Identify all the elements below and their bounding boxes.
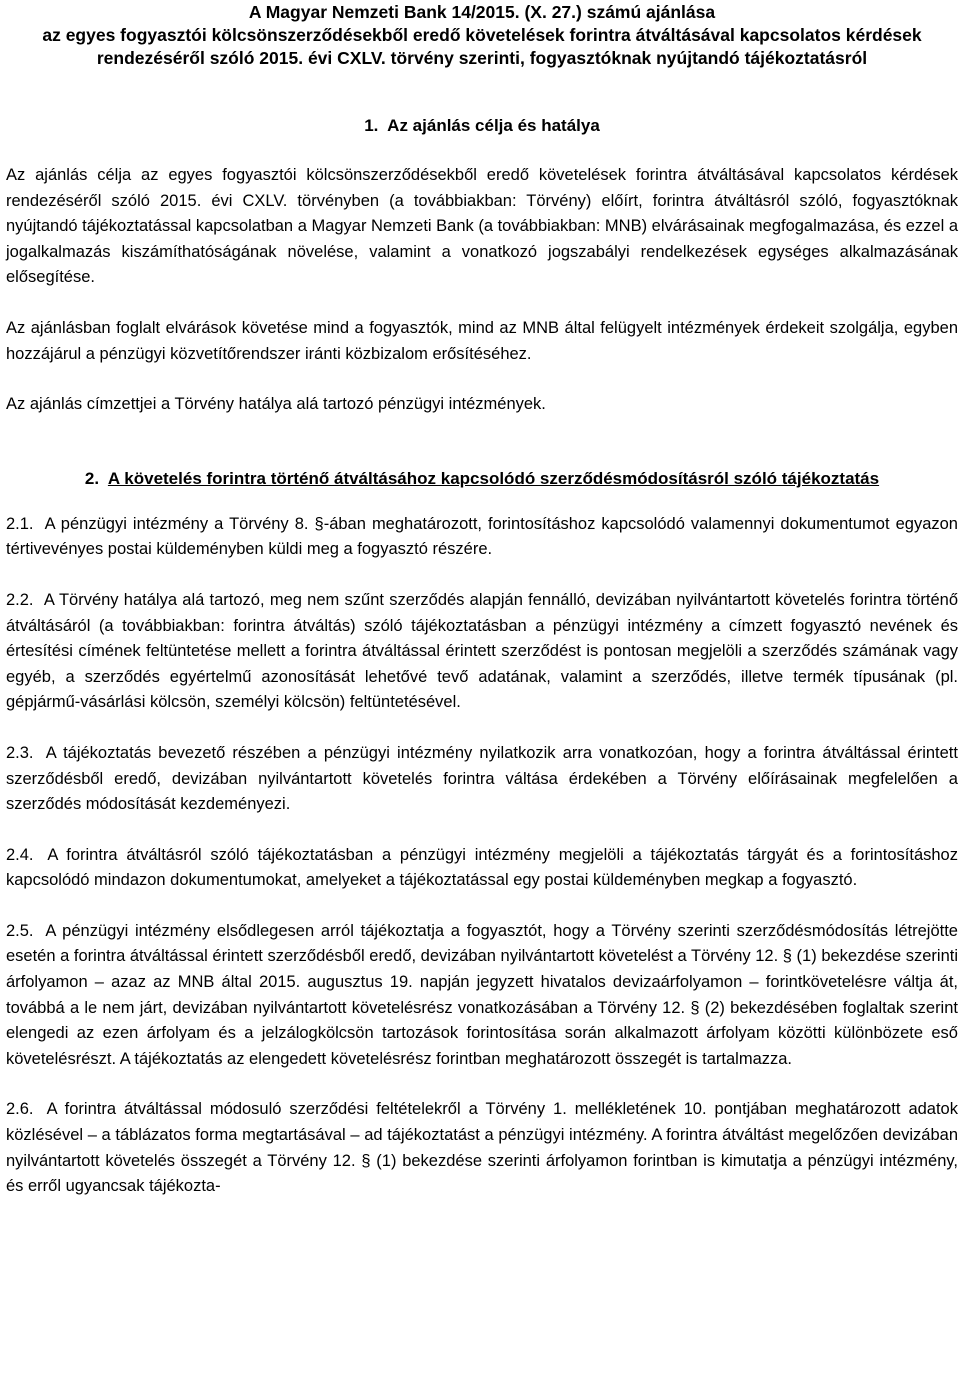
item-number: 2.4. [6, 845, 34, 864]
document-page [6, 0, 958, 1200]
section-1-paragraph-3: Az ajánlás címzettjei a Törvény hatálya alá tartozó pénzügyi intézmények. [6, 395, 546, 414]
item-text: A forintra átváltásról szóló tájékoztatásban a pénzügyi intézmény megjelöli a tájékoztatás tárgyát és a forintosításhoz kapcsolódó mindazon dokumentumokat, amelyeket a tájékoztatással egy postai küldeményben megkap a fogyasztó. [6, 845, 958, 890]
item-number: 2.2. [6, 590, 34, 609]
item-2-2 [6, 588, 958, 716]
title-line-1: A Magyar Nemzeti Bank 14/2015. (X. 27.) számú ajánlása [248, 2, 716, 22]
item-text: A tájékoztatás bevezető részében a pénzügyi intézmény nyilatkozik arra vonatkozóan, hogy a forintra átváltással érintett szerződésből eredő, devizában nyilvántartott követelés forintra váltása érdekében a Törvény előírásainak megfelelően a szerződés módosítását kezdeményezi. [6, 743, 958, 814]
section-2-heading [6, 467, 958, 490]
item-2-6 [6, 1097, 958, 1199]
document-title [6, 0, 958, 70]
item-2-5 [6, 919, 958, 1073]
section-2-number: 2. [84, 468, 100, 488]
section-1-paragraph-1: Az ajánlás célja az egyes fogyasztói kölcsönszerződésekből eredő követelések forintra átváltásával kapcsolatos kérdések rendezéséről szóló 2015. évi CXLV. törvényben (a továbbiakban: Törvény) előírt, forintra átváltásról szóló, fogyasztóknak nyújtandó tájékoztatással kapcsolatban a Magyar Nemzeti Bank (a továbbiakban: MNB) elvárásainak megfogalmazása, és ezzel a jogalkalmazás kiszámíthatóságának növelése, valamint a vonatkozó jogszabályi rendelkezések egységes alkalmazásának elősegítése. [6, 166, 959, 287]
item-number: 2.5. [6, 921, 34, 940]
item-text: A pénzügyi intézmény a Törvény 8. §-ában meghatározott, forintosításhoz kapcsolódó valamennyi dokumentumot egyazon tértivevényes postai küldeményben küldi meg a fogyasztó részére. [6, 514, 958, 559]
section-1-paragraph-2: Az ajánlásban foglalt elvárások követése mind a fogyasztók, mind az MNB által felügyelt intézmények érdekeit szolgálja, egyben hozzájárul a pénzügyi közvetítőrendszer iránti közbizalom erősítéséhez. [6, 318, 958, 363]
item-text: A pénzügyi intézmény elsődlegesen arról tájékoztatja a fogyasztót, hogy a Törvény szerinti szerződésmódosítás létrejötte esetén a forintra átváltással érintett szerződésből eredő, devizában nyilvántartott követelést a Törvény 12. § (1) bekezdése szerinti árfolyamon – azaz az MNB által 2015. augusztus 19. napján jegyzett hivatalos devizaárfolyamon – forintkövetelésre váltja át, továbbá a le nem járt, devizában nyilvántartott követelésrész vonatkozásában a Törvény 12. § (2) bekezdésében foglaltak szerint elengedi az ezen árfolyam és a jelzálogkölcsön tartozások forintosítása során alkalmazott árfolyam közötti különbözete eső követelésrészt. A tájékoztatás az elengedett követelésrész forintban meghatározott összegét is tartalmazza. [6, 921, 958, 1068]
item-text: A Törvény hatálya alá tartozó, meg nem szűnt szerződés alapján fennálló, devizában nyilvántartott követelés forintra történő átváltásáról (a továbbiakban: forintra átváltás) szóló tájékoztatásban a pénzügyi intézmény a címzett fogyasztó nevének és értesítési címének feltüntetése mellett a forintra átváltással érintett szerződést is pontosan megjelöli a szerződés számának vagy egyéb, a szerződés egyértelmű azonosítását lehetővé tevő adatának, valamint a szerződés, illetve termék típusának (pl. gépjármű-vásárlási kölcsön, személyi kölcsön) feltüntetésével. [6, 590, 958, 712]
title-line-2: az egyes fogyasztói kölcsönszerződésekből eredő követelések forintra átváltásával kapcsolatos kérdések [42, 25, 922, 45]
item-2-4 [6, 843, 958, 894]
item-number: 2.6. [6, 1100, 34, 1119]
title-line-3: rendezéséről szóló 2015. évi CXLV. törvény szerinti, fogyasztóknak nyújtandó tájékoztatásról [96, 48, 868, 68]
section-1-heading: 1. Az ajánlás célja és hatálya [364, 116, 600, 135]
section-2-title: A követelés forintra történő átváltásához kapcsolódó szerződésmódosításról szóló tájékoztatás [107, 468, 880, 488]
item-number: 2.3. [6, 743, 34, 762]
item-text: A forintra átváltással módosuló szerződési feltételekről a Törvény 1. mellékletének 10. pontjában meghatározott adatok közlésével – a táblázatos forma megtartásával – ad tájékoztatást a pénzügyi intézmény. A forintra átváltást megelőzően devizában nyilvántartott követelés összegét a Törvény 12. § (1) bekezdése szerinti árfolyamon forintban is kimutatja a pénzügyi intézmény, és erről ugyancsak tájékozta- [6, 1100, 958, 1196]
item-number: 2.1. [6, 514, 34, 533]
item-2-1 [6, 512, 958, 563]
item-2-3 [6, 741, 958, 818]
